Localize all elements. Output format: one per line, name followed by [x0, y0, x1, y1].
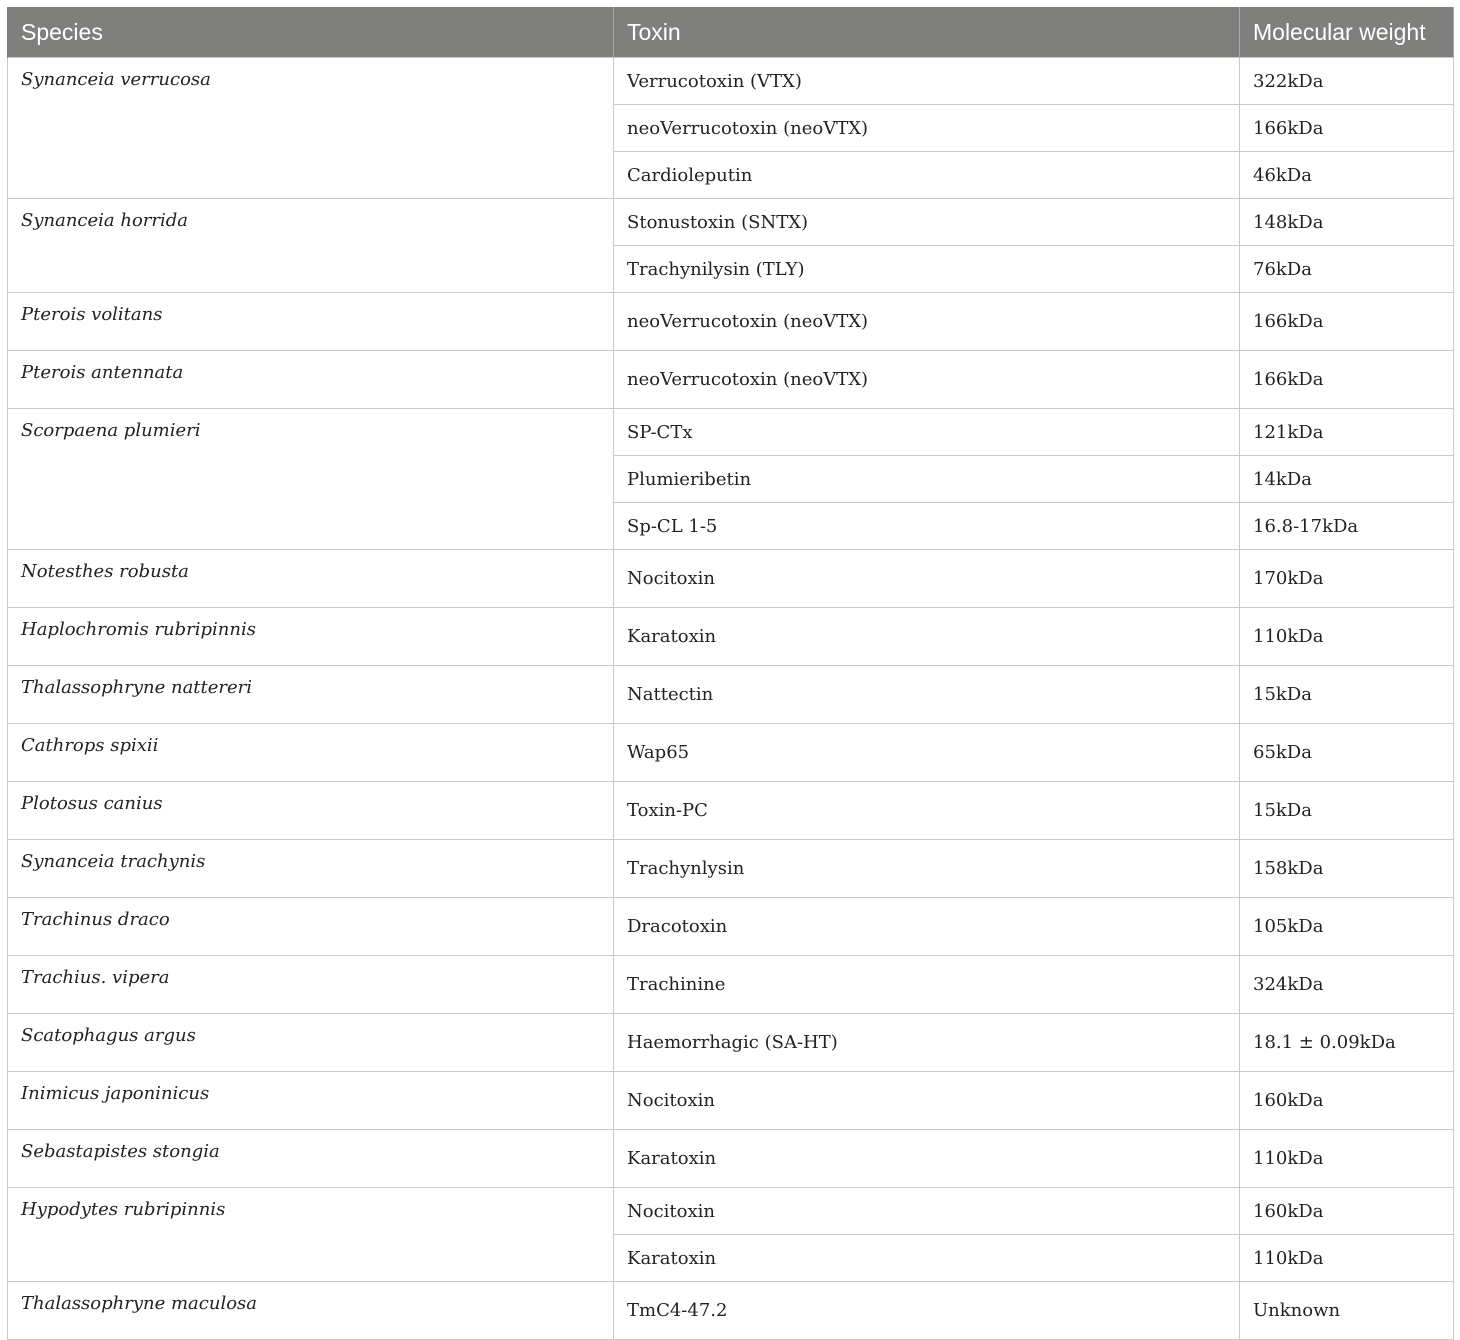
species-cell: Trachinus draco	[8, 898, 614, 956]
weight-cell: 166kDa	[1240, 351, 1454, 409]
table-row	[8, 724, 1454, 782]
toxin-cell: Karatoxin	[614, 608, 1240, 666]
species-cell: Pterois volitans	[8, 293, 614, 351]
table-row	[8, 293, 1454, 351]
table-row	[8, 409, 1454, 456]
weight-cell: 65kDa	[1240, 724, 1454, 782]
toxin-cell: Stonustoxin (SNTX)	[614, 199, 1240, 246]
species-cell: Notesthes robusta	[8, 550, 614, 608]
weight-cell: 110kDa	[1240, 1235, 1454, 1282]
species-cell: Scorpaena plumieri	[8, 409, 614, 550]
weight-cell: 76kDa	[1240, 246, 1454, 293]
header-toxin: Toxin	[614, 7, 1240, 58]
weight-cell: 110kDa	[1240, 1130, 1454, 1188]
weight-cell: 105kDa	[1240, 898, 1454, 956]
toxin-cell: Verrucotoxin (VTX)	[614, 58, 1240, 105]
toxin-cell: Trachynlysin	[614, 840, 1240, 898]
toxin-cell: TmC4-47.2	[614, 1282, 1240, 1340]
weight-cell: 15kDa	[1240, 782, 1454, 840]
species-cell: Sebastapistes stongia	[8, 1130, 614, 1188]
species-cell: Inimicus japoninicus	[8, 1072, 614, 1130]
toxin-cell: SP-CTx	[614, 409, 1240, 456]
weight-cell: 170kDa	[1240, 550, 1454, 608]
header-row	[8, 7, 1454, 58]
table-row	[8, 351, 1454, 409]
species-cell: Synanceia horrida	[8, 199, 614, 293]
species-cell: Thalassophryne maculosa	[8, 1282, 614, 1340]
table-row	[8, 1072, 1454, 1130]
weight-cell: 158kDa	[1240, 840, 1454, 898]
species-cell: Synanceia verrucosa	[8, 58, 614, 199]
toxin-cell: Karatoxin	[614, 1235, 1240, 1282]
toxin-cell: Haemorrhagic (SA-HT)	[614, 1014, 1240, 1072]
table-row	[8, 1188, 1454, 1235]
header-molecular-weight: Molecular weight	[1240, 7, 1454, 58]
toxin-cell: Trachinine	[614, 956, 1240, 1014]
toxin-cell: Cardioleputin	[614, 152, 1240, 199]
table-row	[8, 782, 1454, 840]
species-cell: Plotosus canius	[8, 782, 614, 840]
weight-cell: 160kDa	[1240, 1188, 1454, 1235]
table-row	[8, 956, 1454, 1014]
toxin-cell: Nocitoxin	[614, 550, 1240, 608]
header-species: Species	[8, 7, 614, 58]
species-cell: Trachius. vipera	[8, 956, 614, 1014]
table-row	[8, 199, 1454, 246]
weight-cell: 324kDa	[1240, 956, 1454, 1014]
table-row	[8, 1282, 1454, 1340]
table-header	[8, 7, 1454, 58]
toxin-cell: Nocitoxin	[614, 1188, 1240, 1235]
species-cell: Pterois antennata	[8, 351, 614, 409]
table-row	[8, 898, 1454, 956]
weight-cell: 322kDa	[1240, 58, 1454, 105]
toxin-cell: Toxin-PC	[614, 782, 1240, 840]
toxin-cell: Nattectin	[614, 666, 1240, 724]
weight-cell: 15kDa	[1240, 666, 1454, 724]
weight-cell: 46kDa	[1240, 152, 1454, 199]
table-row	[8, 1014, 1454, 1072]
toxin-cell: neoVerrucotoxin (neoVTX)	[614, 105, 1240, 152]
table-row	[8, 666, 1454, 724]
species-cell: Cathrops spixii	[8, 724, 614, 782]
toxin-cell: Dracotoxin	[614, 898, 1240, 956]
weight-cell: Unknown	[1240, 1282, 1454, 1340]
species-cell: Hypodytes rubripinnis	[8, 1188, 614, 1282]
species-cell: Synanceia trachynis	[8, 840, 614, 898]
weight-cell: 148kDa	[1240, 199, 1454, 246]
table-row	[8, 58, 1454, 105]
species-cell: Haplochromis rubripinnis	[8, 608, 614, 666]
species-cell: Thalassophryne nattereri	[8, 666, 614, 724]
weight-cell: 16.8-17kDa	[1240, 503, 1454, 550]
toxin-table	[7, 7, 1454, 1340]
toxin-table-container	[7, 7, 1453, 1340]
toxin-cell: Trachynilysin (TLY)	[614, 246, 1240, 293]
weight-cell: 121kDa	[1240, 409, 1454, 456]
toxin-cell: Nocitoxin	[614, 1072, 1240, 1130]
toxin-cell: Karatoxin	[614, 1130, 1240, 1188]
table-row	[8, 1130, 1454, 1188]
weight-cell: 18.1 ± 0.09kDa	[1240, 1014, 1454, 1072]
species-cell: Scatophagus argus	[8, 1014, 614, 1072]
weight-cell: 110kDa	[1240, 608, 1454, 666]
weight-cell: 166kDa	[1240, 105, 1454, 152]
weight-cell: 14kDa	[1240, 456, 1454, 503]
table-body	[8, 58, 1454, 1340]
weight-cell: 166kDa	[1240, 293, 1454, 351]
toxin-cell: Wap65	[614, 724, 1240, 782]
toxin-cell: neoVerrucotoxin (neoVTX)	[614, 293, 1240, 351]
table-row	[8, 550, 1454, 608]
toxin-cell: neoVerrucotoxin (neoVTX)	[614, 351, 1240, 409]
table-row	[8, 840, 1454, 898]
weight-cell: 160kDa	[1240, 1072, 1454, 1130]
toxin-cell: Plumieribetin	[614, 456, 1240, 503]
table-row	[8, 608, 1454, 666]
toxin-cell: Sp-CL 1-5	[614, 503, 1240, 550]
